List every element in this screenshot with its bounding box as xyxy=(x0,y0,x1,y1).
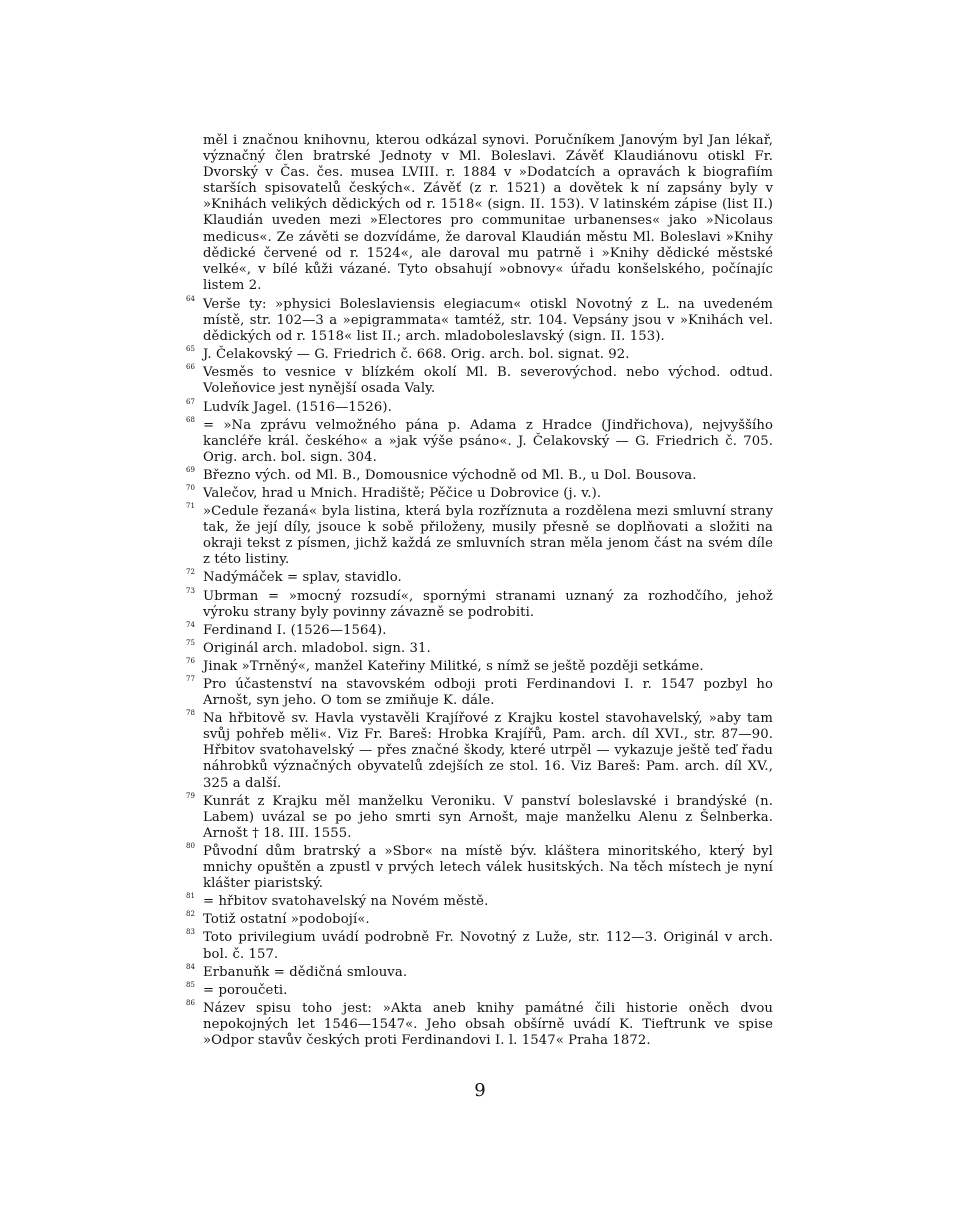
footnote-text: Pro účastenství na stavovském odboji proti Ferdinandovi I. r. 1547 pozbyl ho Arnošt, syn jeho. O tom se zmiňuje K. dále. xyxy=(203,677,773,709)
footnote xyxy=(186,998,773,1049)
footnote xyxy=(186,294,773,345)
footnote xyxy=(186,656,773,675)
footnote-number: 73 xyxy=(186,586,196,595)
footnote xyxy=(186,791,773,842)
footnote xyxy=(186,709,773,791)
footnote-number: 67 xyxy=(186,397,196,406)
footnote xyxy=(186,910,773,928)
footnote xyxy=(186,841,773,892)
footnote-text: Nadýmáček = splav, stavidlo. xyxy=(203,570,402,586)
footnote-number: 72 xyxy=(186,568,196,577)
footnote-number: 85 xyxy=(186,980,196,989)
footnote-text: Erbanuňk = dědičná smlouva. xyxy=(203,964,408,980)
footnote xyxy=(186,415,773,466)
footnote-text: Verše ty: »physici Boleslaviensis elegiacum« otiskl Novotný z L. na uvedeném místě, str. 102—3 a »epigrammata« tamtéž, str. 104. Vepsány jsou v »Knihách vel. dědických od r. 1518« list II.; arch. mladoboleslavský (sign. II. 153). xyxy=(203,296,773,345)
footnote-number: 68 xyxy=(186,415,196,424)
footnote xyxy=(186,502,773,568)
footnote-number: 71 xyxy=(186,502,196,511)
footnote-text: Originál arch. mladobol. sign. 31. xyxy=(203,640,431,656)
footnote xyxy=(186,465,773,484)
footnote xyxy=(186,980,773,999)
footnote-number: 76 xyxy=(186,656,196,665)
footnote-text: J. Čelakovský — G. Friedrich č. 668. Orig. arch. bol. signat. 92. xyxy=(203,347,630,363)
footnote-text: Ludvík Jagel. (1516—1526). xyxy=(203,399,392,415)
footnote xyxy=(186,638,773,657)
footnote-text: »Cedule řezaná« byla listina, která byla rozříznuta a rozdělena mezi smluvní strany tak, že její díly, jsouce k sobě přiloženy, musily přesně se doplňovati a složiti na okraji tekst z písmen, jichž každá ze smluvních stran měla jenom část na svém díle z této listiny. xyxy=(203,504,773,568)
footnote-number: 82 xyxy=(186,910,196,919)
footnote-number: 66 xyxy=(186,363,196,372)
footnote-number: 74 xyxy=(186,620,196,629)
footnote-number: 77 xyxy=(186,675,196,683)
footnote-number: 75 xyxy=(186,638,196,647)
footnote xyxy=(186,586,773,621)
footnote-list xyxy=(186,294,773,1049)
footnotes-block xyxy=(186,133,773,1051)
footnote-number: 83 xyxy=(186,928,196,937)
footnote-text: = poroučeti. xyxy=(203,982,288,998)
footnote xyxy=(186,892,773,910)
footnote-number: 69 xyxy=(186,465,196,474)
footnote-number: 81 xyxy=(186,892,196,901)
footnote xyxy=(186,483,773,502)
footnote-text: Název spisu toho jest: »Akta aneb knihy památné čili historie oněch dvou nepokojných let 1546—1547«. Jeho obsah obšírně uvádí K. Tieftrunk ve spise »Odpor stavův českých proti Ferdinandovi I. l. 1547« Praha 1872. xyxy=(203,1000,773,1048)
footnote-number: 64 xyxy=(186,294,196,303)
footnote-text: Na hřbitově sv. Havla vystavěli Krajířové z Krajku kostel stavohavelský, »aby tam svůj pohřeb měli«. Viz Fr. Bareš: Hrobka Krajířů, Pam. arch. díl XVI., str. 87—90. Hřbitov svatohavelský — přes značné škody, které utrpěl — vykazuje ještě teď řadu náhrobků význačných obyvatelů zdejších ze stol. 16. Viz Bareš: Pam. arch. díl XV., 325 a další. xyxy=(203,711,773,791)
page-number: 9 xyxy=(474,1080,486,1101)
footnote-number: 65 xyxy=(186,345,196,354)
footnote xyxy=(186,397,773,416)
footnote-text: Vesměs to vesnice v blízkém okolí Ml. B. severovýchod. nebo východ. odtud. Voleňovice jest nynější osada Valy. xyxy=(203,365,773,397)
footnote-number: 79 xyxy=(186,791,196,800)
footnote-number: 80 xyxy=(186,841,196,850)
footnote-text: = »Na zprávu velmožného pána p. Adama z Hradce (Jindřichova), nejvyššího kancléře král. českého« a »jak výše psáno«. J. Čelakovský — G. Friedrich č. 705. Orig. arch. bol. sign. 304. xyxy=(203,417,773,465)
continued-paragraph: měl i značnou knihovnu, kterou odkázal synovi. Poručníkem Janovým byl Jan lékař, význačný člen bratrské Jednoty v Ml. Boleslavi. Závěť Klaudiánovu otiskl Fr. Dvorský v Čas. čes. musea LVIII. r. 1884 v »Dodatcích a opravách k biografiím starších spisovatelů českých«. Závěť (z r. 1521) a dovětek k ní zapsány byly v »Knihách velikých dědických od r. 1518« (sign. II. 153). V latinském zápise (list II.) Klaudián uveden mezi »Electores pro communitae urbanenses« jako »Nicolaus medicus«. Ze závěti se dozvídáme, že daroval Klaudián městu Ml. Boleslavi »Knihy dědické červené od r. 1524«, ale daroval mu patrně i »Knihy dědické městské velké«, v bílé kůži vázané. Tyto obsahují »obnovy« úřadu konšelského, počínajíc listem 2. xyxy=(203,133,773,293)
footnote xyxy=(186,620,773,639)
footnote-number: 86 xyxy=(186,998,196,1007)
footnote-number: 84 xyxy=(186,962,196,971)
footnote xyxy=(186,962,773,981)
footnote-number: 78 xyxy=(186,709,196,718)
footnote-text: Jinak »Trněný«, manžel Kateřiny Militké, s nímž se ještě později setkáme. xyxy=(203,658,704,674)
footnote-text: Valečov, hrad u Mnich. Hradiště; Pěčice u Dobrovice (j. v.). xyxy=(203,485,602,501)
footnote-number: 70 xyxy=(186,483,196,492)
footnote xyxy=(186,568,773,586)
footnote xyxy=(186,928,773,962)
footnote xyxy=(186,363,773,397)
footnote-text: Ferdinand I. (1526—1564). xyxy=(203,622,387,638)
footnote-text: Březno vých. od Ml. B., Domousnice východně od Ml. B., u Dol. Bousova. xyxy=(203,467,697,483)
footnote-text: = hřbitov svatohavelský na Novém městě. xyxy=(203,894,489,910)
footnote xyxy=(186,345,773,363)
footnote-text: Toto privilegium uvádí podrobně Fr. Novotný z Luže, str. 112—3. Originál v arch. bol. č. 157. xyxy=(203,930,773,962)
footnote xyxy=(186,675,773,709)
footnote-text: Totiž ostatní »podobojí«. xyxy=(203,912,370,928)
footnote-text: Ubrman = »mocný rozsudí«, spornými stranami uznaný za rozhodčího, jehož výroku strany byly povinny závazně se podrobiti. xyxy=(203,588,773,620)
footnote-text: Kunrát z Krajku měl manželku Veroniku. V panství boleslavské i brandýské (n. Labem) uvázal se po jeho smrti syn Arnošt, maje manželku Alenu z Šelnberka. Arnošt † 18. III. 1555. xyxy=(203,793,773,841)
footnote-text: Původní dům bratrský a »Sbor« na místě býv. kláštera minoritského, který byl mnichy opuštěn a zpustl v prvých letech válek husitských. Na těch místech je nyní klášter piaristský. xyxy=(203,843,773,892)
